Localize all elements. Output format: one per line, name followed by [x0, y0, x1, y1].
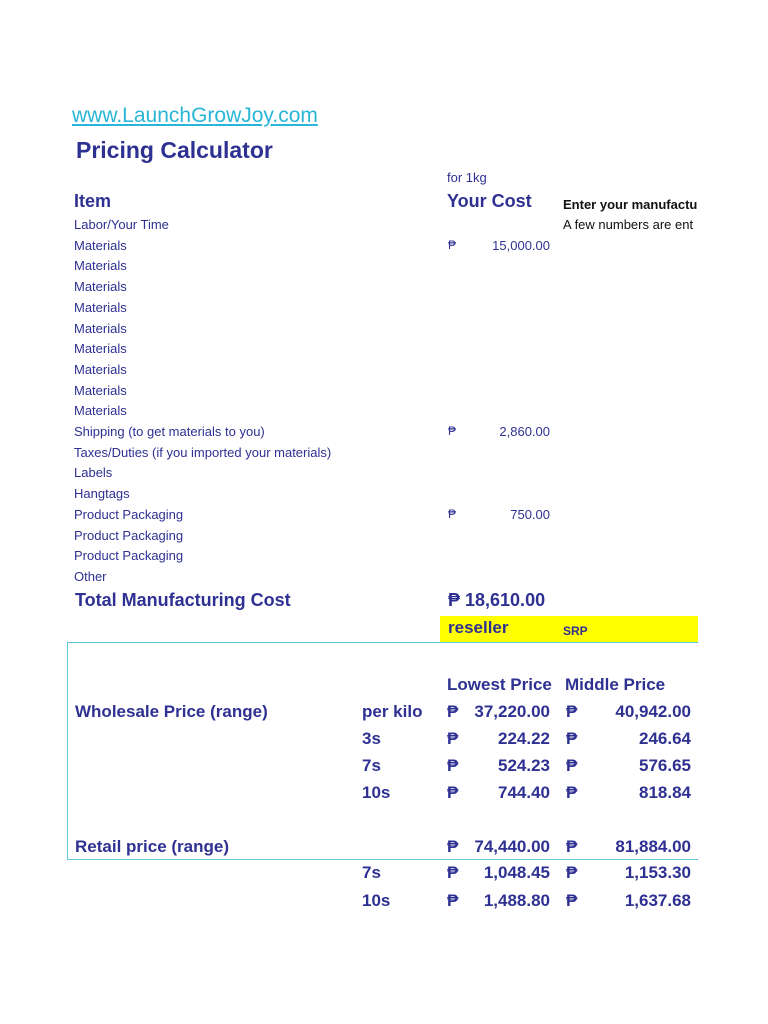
peso-sign-middle: ₱: [566, 837, 578, 856]
srp-label: SRP: [563, 624, 588, 638]
peso-sign-lowest: ₱: [447, 891, 459, 910]
cost-item-label: Materials: [74, 341, 127, 357]
size-label: 3s: [362, 729, 381, 748]
website-link[interactable]: www.LaunchGrowJoy.com: [72, 104, 318, 127]
peso-sign-lowest: ₱: [447, 783, 459, 802]
peso-sign-middle: ₱: [566, 863, 578, 882]
middle-price-value: 576.65: [639, 756, 691, 775]
cost-item-label: Product Packaging: [74, 506, 184, 522]
peso-sign-middle: ₱: [566, 702, 578, 721]
cost-item-label: Materials: [74, 320, 127, 336]
middle-price-value: 1,153.30: [624, 863, 691, 882]
cost-item-amount[interactable]: 750.00: [510, 506, 550, 522]
peso-sign: ₱: [448, 506, 457, 521]
peso-sign: ₱: [448, 237, 457, 252]
peso-sign-middle: ₱: [566, 783, 578, 802]
cost-item-label: Labor/Your Time: [74, 217, 169, 232]
cost-item-label: Materials: [74, 237, 127, 253]
cost-item-label: Materials: [74, 279, 127, 295]
lowest-price-value: 524.23: [498, 756, 550, 775]
lowest-price-value: 224.22: [498, 729, 550, 748]
peso-sign-lowest: ₱: [447, 837, 459, 856]
lowest-price-value: 1,488.80: [483, 891, 550, 910]
cost-item-amount[interactable]: 15,000.00: [492, 237, 550, 253]
lowest-price-value: 1,048.45: [483, 863, 550, 882]
middle-price-value: 246.64: [639, 729, 691, 748]
column-header-cost: Your Cost: [447, 191, 532, 211]
column-header-middle: Middle Price: [565, 675, 666, 694]
column-header-item: Item: [74, 191, 112, 211]
peso-sign-lowest: ₱: [447, 729, 459, 748]
unit-note: for 1kg: [447, 170, 487, 185]
peso-sign-middle: ₱: [566, 729, 578, 748]
lowest-price-value: 74,440.00: [474, 837, 550, 856]
total-cost-value: ₱ 18,610.00: [448, 590, 546, 610]
middle-price-value: 818.84: [639, 783, 691, 802]
peso-sign-middle: ₱: [566, 891, 578, 910]
cost-item-label: Product Packaging: [74, 548, 184, 564]
middle-price-value: 1,637.68: [624, 891, 691, 910]
peso-sign: ₱: [448, 424, 457, 438]
cost-item-label: Hangtags: [74, 486, 130, 502]
lowest-price-value: 744.40: [498, 783, 550, 802]
page-title: Pricing Calculator: [76, 137, 273, 163]
size-label: 7s: [362, 756, 381, 775]
cost-item-amount[interactable]: 2,860.00: [499, 424, 550, 439]
middle-price-value: 40,942.00: [615, 702, 691, 721]
cost-item-label: Product Packaging: [74, 527, 184, 543]
cost-item-label: Materials: [74, 361, 127, 377]
size-label: 7s: [362, 863, 381, 882]
cost-item-label: Materials: [74, 299, 127, 315]
cost-item-label: Materials: [74, 258, 127, 274]
size-label: 10s: [362, 783, 391, 802]
peso-sign-lowest: ₱: [447, 702, 459, 721]
peso-sign-lowest: ₱: [447, 756, 459, 775]
cost-item-label: Taxes/Duties (if you imported your materials): [74, 444, 332, 460]
wholesale-label: Wholesale Price (range): [75, 702, 268, 721]
peso-sign-middle: ₱: [566, 756, 578, 775]
lowest-price-value: 37,220.00: [474, 702, 550, 721]
size-label: per kilo: [362, 702, 423, 721]
cost-item-label: Labels: [74, 465, 113, 481]
size-label: 10s: [362, 891, 391, 910]
retail-label: Retail price (range): [75, 837, 229, 856]
middle-price-value: 81,884.00: [615, 837, 691, 856]
total-cost-label: Total Manufacturing Cost: [75, 590, 291, 610]
instruction-text: A few numbers are ent: [563, 217, 694, 232]
cost-item-label: Materials: [74, 403, 127, 419]
peso-sign-lowest: ₱: [447, 863, 459, 882]
column-header-lowest: Lowest Price: [447, 675, 552, 694]
instruction-text-bold: Enter your manufactu: [563, 197, 698, 212]
cost-item-label: Shipping (to get materials to you): [74, 424, 265, 439]
reseller-label: reseller: [448, 618, 509, 637]
cost-item-label: Materials: [74, 382, 127, 398]
cost-item-label: Other: [74, 568, 107, 584]
